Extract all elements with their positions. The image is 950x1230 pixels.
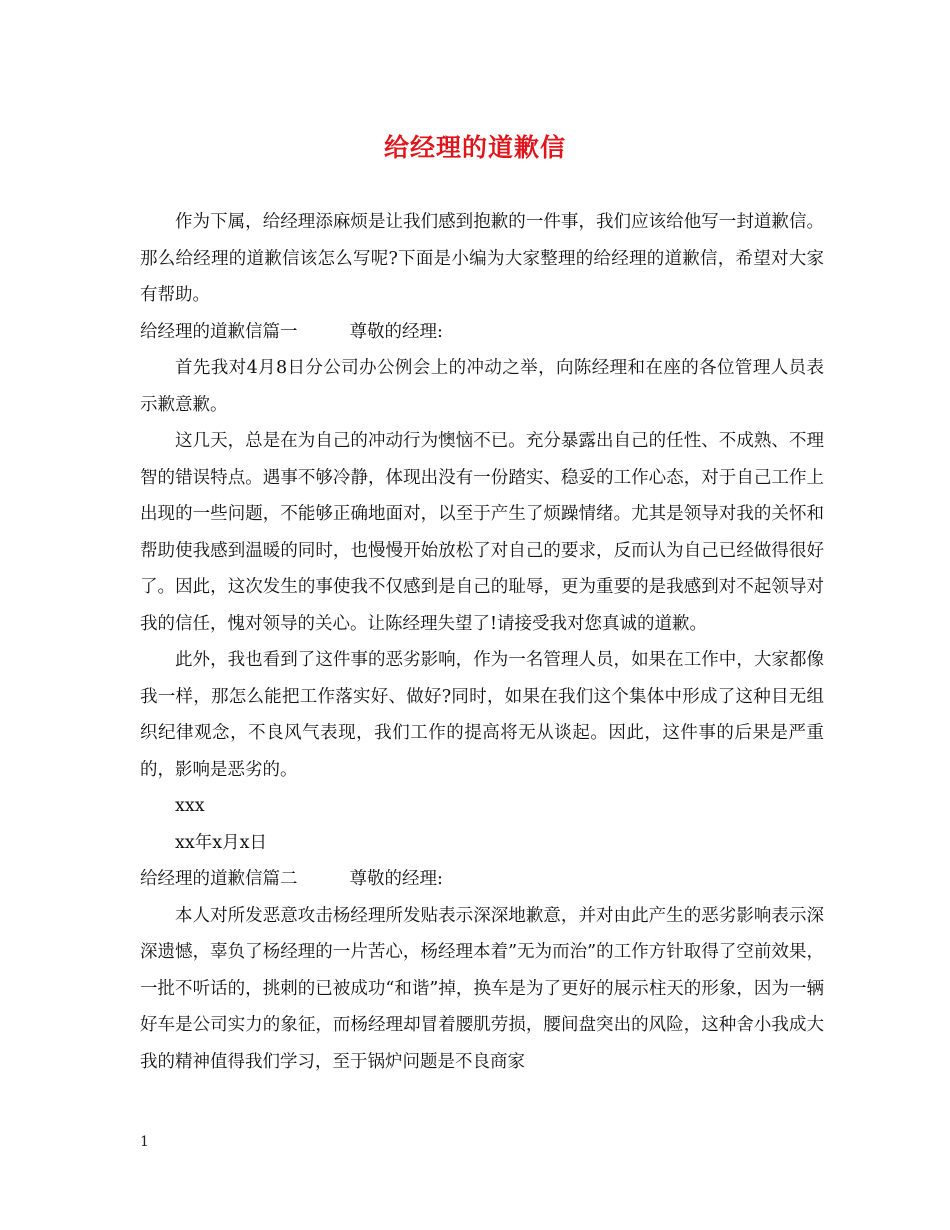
- document-body: [140, 204, 824, 1080]
- letter1-signature: xxx: [175, 796, 205, 816]
- letter1-salutation: 尊敬的经理:: [349, 321, 443, 342]
- letter1-heading: 给经理的道歉信篇一: [140, 321, 298, 342]
- letter1-paragraph-3: 此外，我也看到了这件事的恶劣影响，作为一名管理人员，如果在工作中，大家都像我一样，那怎么能把工作落实好、做好?同时，如果在我们这个集体中形成了这种目无组织纪律观念，不良风气表现，我们工作的提高将无从谈起。因此，这件事的后果是严重的，影响是恶劣的。: [140, 650, 824, 780]
- letter1-paragraph-1: 首先我对4月8日分公司办公例会上的冲动之举，向陈经理和在座的各位管理人员表示歉意歉。: [140, 358, 824, 415]
- letter2-paragraph-1: 本人对所发恶意攻击杨经理所发贴表示深深地歉意，并对由此产生的恶劣影响表示深深遗憾，辜负了杨经理的一片苦心，杨经理本着”无为而治”的工作方针取得了空前效果，一批不听话的，挑刺的已被成功“和谐”掉，换车是为了更好的展示柱天的形象，因为一辆好车是公司实力的象征，而杨经理却冒着腰肌劳损，腰间盘突出的风险，这种舍小我成大我的精神值得我们学习，至于锅炉问题是不良商家: [140, 905, 824, 1072]
- letter1-date: xx年x月x日: [175, 832, 267, 853]
- letter2-heading-line: [140, 861, 824, 898]
- page-number: 1: [140, 1134, 149, 1150]
- intro-paragraph: 作为下属，给经理添麻烦是让我们感到抱歉的一件事，我们应该给他写一封道歉信。那么给经理的道歉信该怎么写呢?下面是小编为大家整理的给经理的道歉信，希望对大家有帮助。: [140, 212, 824, 305]
- letter1-heading-line: [140, 314, 824, 351]
- document-title: 给经理的道歉信: [383, 133, 566, 162]
- letter2-salutation: 尊敬的经理:: [349, 869, 443, 889]
- letter2-heading: 给经理的道歉信篇二: [140, 869, 298, 889]
- letter1-paragraph-2: 这几天，总是在为自己的冲动行为懊恼不已。充分暴露出自己的任性、不成熟、不理智的错误特点。遇事不够冷静，体现出没有一份踏实、稳妥的工作心态，对于自己工作上出现的一些问题，不能够正确地面对，以至于产生了烦躁情绪。尤其是领导对我的关怀和帮助使我感到温暖的同时，也慢慢开始放松了对自己的要求，反而认为自己已经做得很好了。因此，这次发生的事使我不仅感到是自己的耻辱，更为重要的是我感到对不起领导对我的信任，愧对领导的关心。让陈经理失望了!请接受我对您真诚的道歉。: [140, 431, 824, 634]
